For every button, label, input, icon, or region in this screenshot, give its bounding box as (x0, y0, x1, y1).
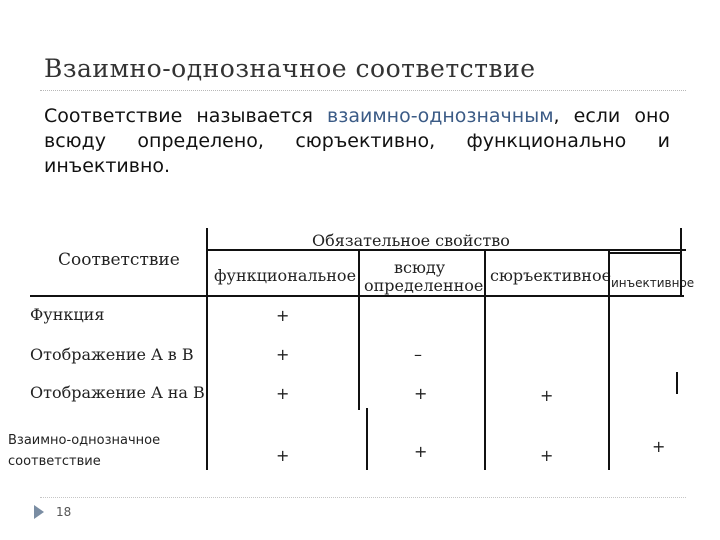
mark-map-into-total: – (414, 345, 422, 364)
table-line-v2b (366, 408, 368, 470)
table-line-injective-top (610, 252, 682, 254)
row-label-function: Функция (30, 305, 105, 324)
row-label-bijection-line2: соответствие (8, 454, 101, 469)
table-line-group (208, 249, 686, 251)
column-header-functional: функциональное (214, 266, 357, 285)
footer-divider (40, 497, 686, 498)
column-header-injective: инъективное (611, 276, 695, 290)
table-group-header: Обязательное свойство (312, 231, 510, 250)
table-line-header-bottom (30, 295, 684, 297)
row-label-map-onto: Отображение A на B (30, 383, 205, 402)
definition-highlight: взаимно-однозначным (327, 105, 554, 127)
mark-map-onto-functional: + (276, 384, 290, 403)
table-line-v3b (484, 408, 486, 470)
mark-bijection-functional: + (276, 446, 290, 465)
table-line-v5b (676, 372, 678, 394)
table-line-v3 (484, 250, 486, 410)
mark-map-into-functional: + (276, 345, 290, 364)
definition-text (44, 104, 670, 179)
table-corner-header: Соответствие (58, 250, 180, 270)
mark-bijection-surjective: + (540, 446, 554, 465)
mark-bijection-injective: + (652, 437, 666, 456)
definition-part-1: Соответствие называется (44, 105, 328, 127)
table-line-v4 (608, 250, 610, 470)
row-label-map-into: Отображение A в B (30, 345, 194, 364)
slide-title: Взаимно-однозначное соответствие (44, 54, 536, 83)
mark-bijection-total: + (414, 442, 428, 461)
mark-map-onto-total: + (414, 384, 428, 403)
definition-part-2: , если оно всюду определено, сюръективно, функционально и инъективно. (44, 105, 670, 177)
column-header-total-line1: всюду (394, 258, 446, 277)
table-line-v5 (680, 228, 682, 296)
page-number: 18 (56, 505, 72, 519)
table-line-v2 (358, 250, 360, 410)
mark-map-onto-surjective: + (540, 386, 554, 405)
column-header-surjective: сюръективное (490, 266, 612, 285)
mark-function-functional: + (276, 306, 290, 325)
column-header-total-line2: определенное (364, 276, 484, 295)
table-line-v1 (206, 228, 208, 470)
row-label-bijection-line1: Взаимно-однозначное (8, 433, 161, 448)
slide-arrow-icon (34, 505, 44, 519)
title-divider (40, 90, 686, 91)
